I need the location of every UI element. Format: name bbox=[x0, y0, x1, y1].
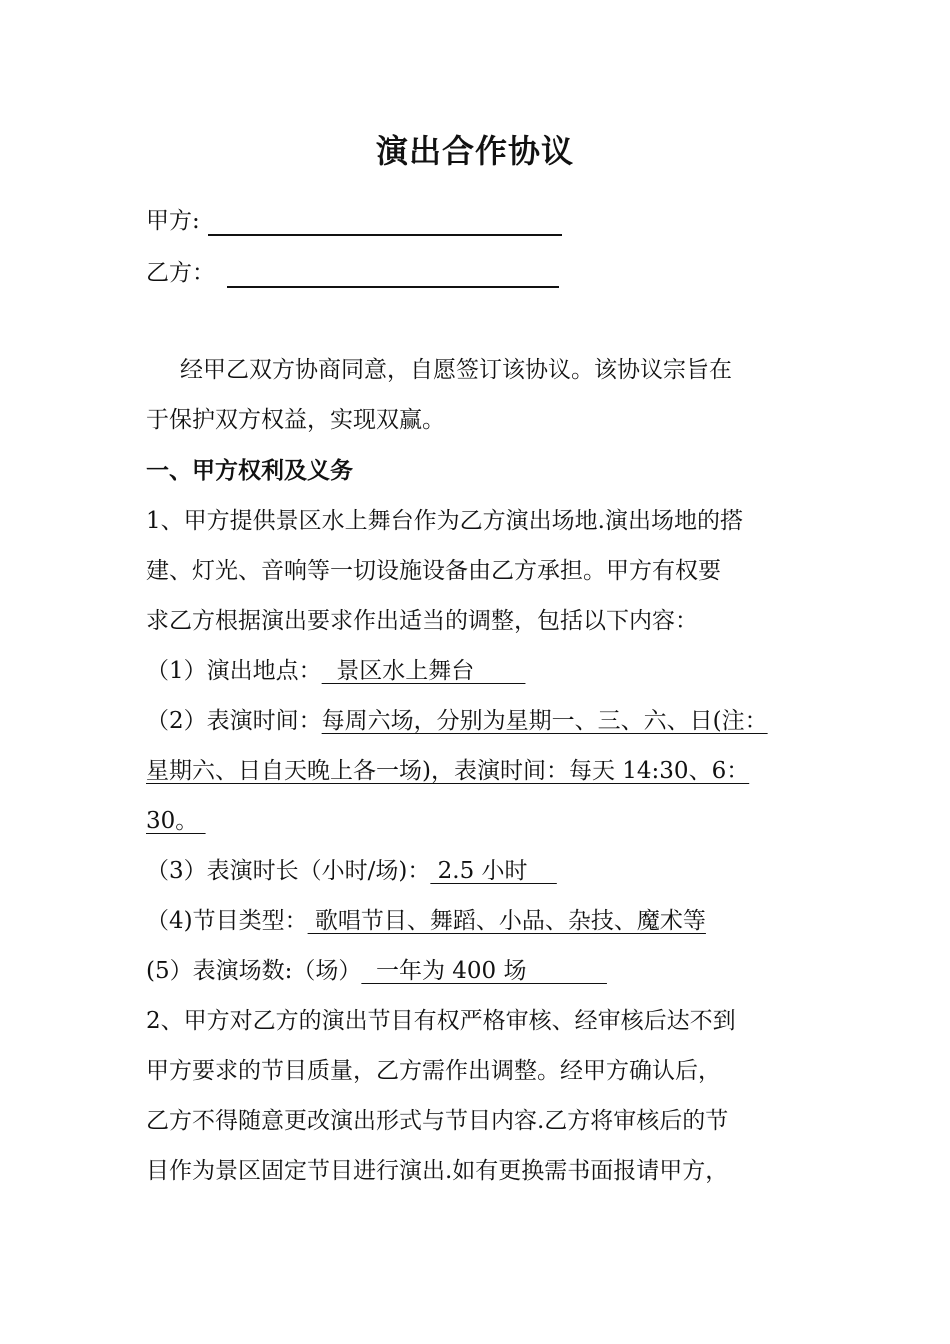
item-2-line-2 bbox=[146, 756, 749, 786]
item-4 bbox=[146, 906, 706, 936]
item-5 bbox=[146, 956, 607, 986]
item-2-label: （2）表演时间： bbox=[146, 708, 322, 734]
item-2-value-line-2: 星期六、日自天晚上各一场)，表演时间：每天 14:30、6： bbox=[146, 758, 750, 784]
party-a-label: 甲方: bbox=[146, 208, 200, 234]
intro-line-1: 经甲乙双方协商同意，自愿签订该协议。该协议宗旨在 bbox=[180, 357, 732, 383]
party-a-blank bbox=[208, 210, 562, 236]
item-5-label: (5）表演场数:（场） bbox=[146, 958, 362, 984]
item-3-value: 2.5 小时 bbox=[430, 858, 557, 884]
item-5-value: 一年为 400 场 bbox=[361, 958, 607, 984]
clause-2-line-4: 目作为景区固定节目进行演出.如有更换需书面报请甲方， bbox=[146, 1158, 729, 1184]
document-title: 演出合作协议 bbox=[375, 132, 574, 170]
clause-2-line-2: 甲方要求的节目质量，乙方需作出调整。经甲方确认后， bbox=[146, 1058, 721, 1084]
item-4-label: （4)节目类型： bbox=[146, 908, 308, 934]
party-b-line bbox=[146, 258, 559, 288]
item-3 bbox=[146, 856, 557, 886]
intro-line-2: 于保护双方权益，实现双赢。 bbox=[146, 407, 445, 433]
clause-2-line-3: 乙方不得随意更改演出形式与节目内容.乙方将审核后的节 bbox=[146, 1108, 729, 1134]
clause-1-line-2: 建、灯光、音响等一切设施设备由乙方承担。甲方有权要 bbox=[146, 558, 721, 584]
item-2 bbox=[146, 706, 768, 736]
party-b-blank bbox=[227, 262, 559, 288]
item-2-value-line-3: 30。 bbox=[146, 808, 206, 834]
section-1-heading: 一、甲方权利及义务 bbox=[146, 457, 353, 484]
item-1 bbox=[146, 656, 525, 686]
item-1-value: 景区水上舞台 bbox=[321, 658, 526, 684]
party-a-line bbox=[146, 206, 562, 236]
clause-1-line-1: 1、甲方提供景区水上舞台作为乙方演出场地.演出场地的搭 bbox=[146, 508, 743, 534]
party-b-label: 乙方： bbox=[146, 260, 215, 286]
item-2-value-line-1: 每周六场，分别为星期一、三、六、日(注： bbox=[321, 708, 768, 734]
clause-1-line-3: 求乙方根据演出要求作出适当的调整，包括以下内容： bbox=[146, 608, 698, 634]
item-3-label: （3）表演时长（小时/场)： bbox=[146, 858, 431, 884]
item-4-value: 歌唱节目、舞蹈、小品、杂技、魔术等 bbox=[307, 908, 706, 934]
clause-2-line-1: 2、甲方对乙方的演出节目有权严格审核、经审核后达不到 bbox=[146, 1008, 736, 1034]
item-2-line-3 bbox=[146, 806, 206, 836]
item-1-label: （1）演出地点： bbox=[146, 658, 322, 684]
